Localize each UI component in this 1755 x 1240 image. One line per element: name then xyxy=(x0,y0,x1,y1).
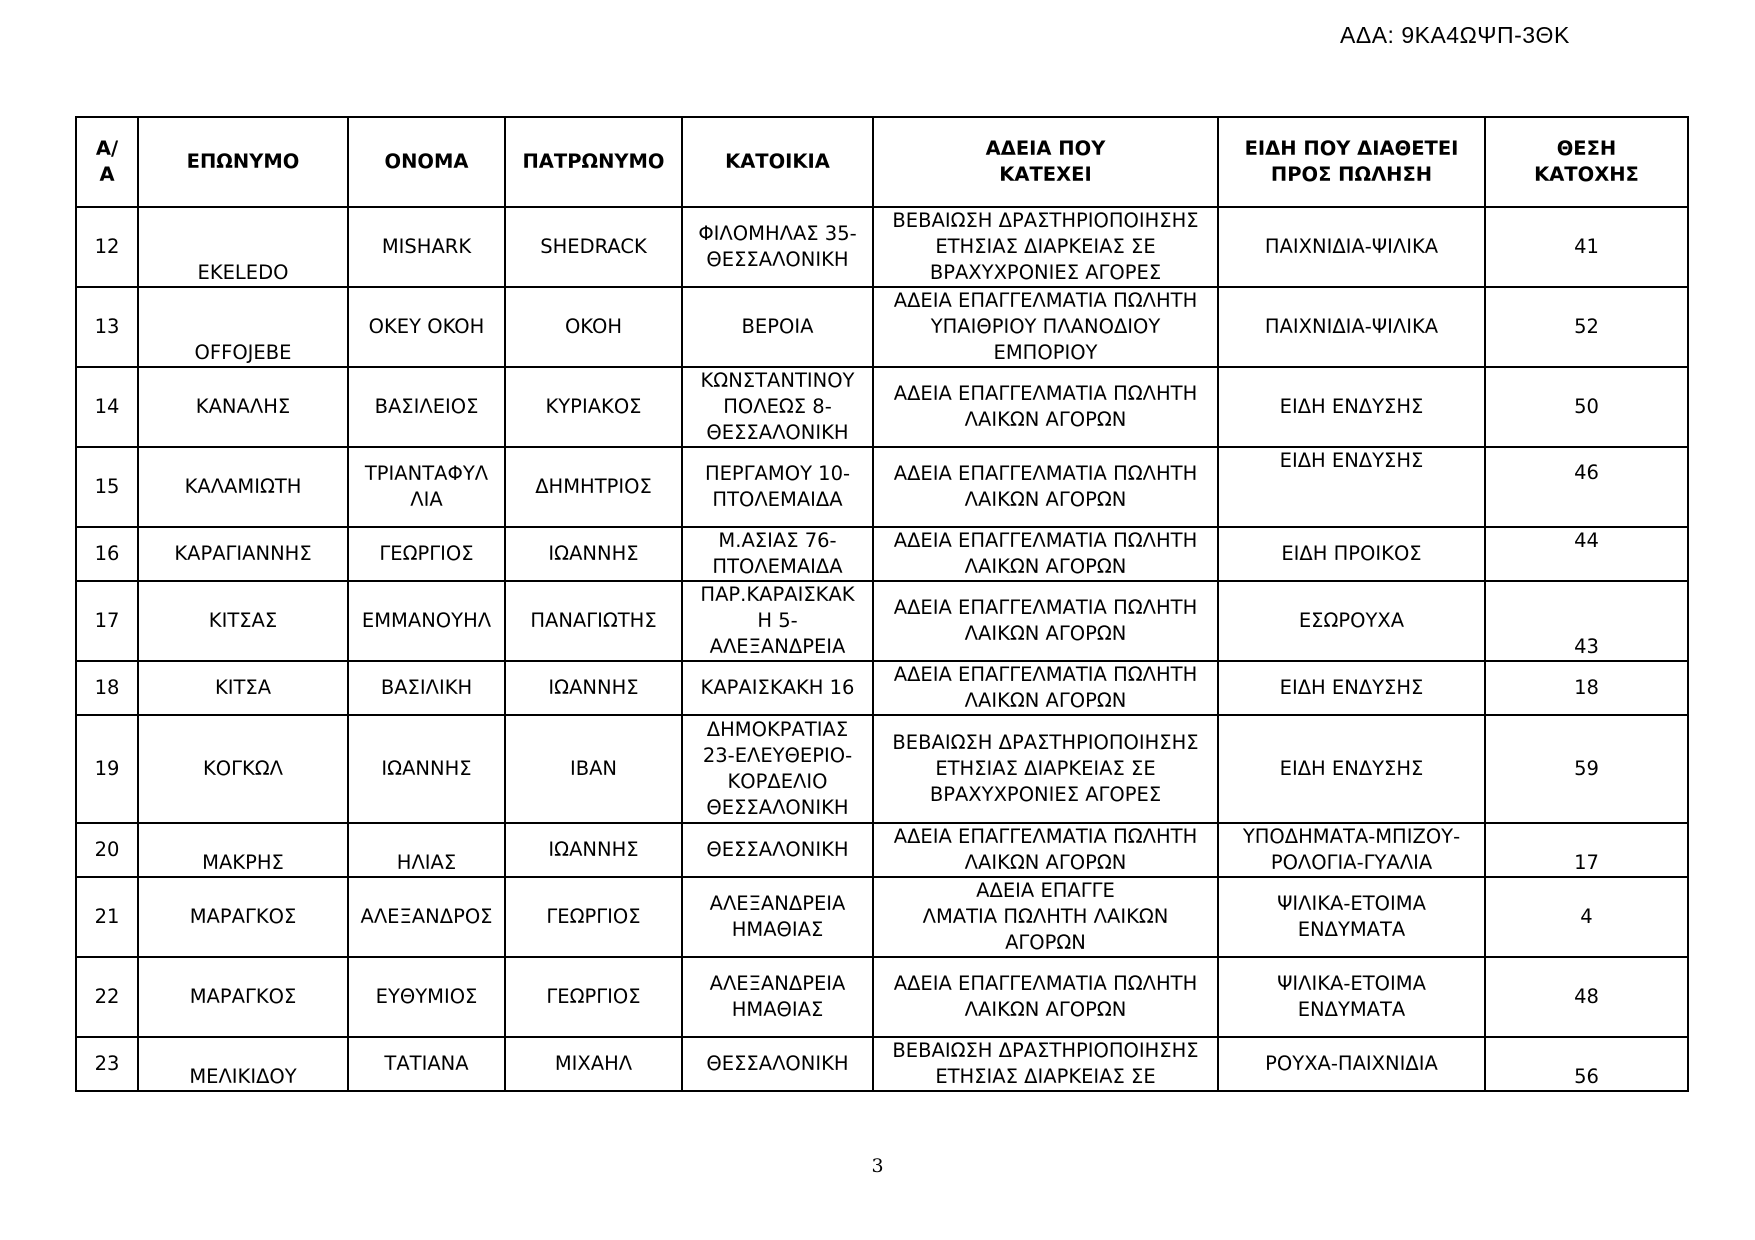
cell-goods xyxy=(1218,661,1485,715)
cell-position: 44 xyxy=(1485,527,1688,581)
cell-line: ΛΑΙΚΩΝ ΑΓΟΡΩΝ xyxy=(964,408,1127,431)
cell-line: ΑΛΕΞΑΝΔΡΕΙΑ xyxy=(709,635,846,658)
cell-line: ΒΕΒΑΙΩΣΗ ΔΡΑΣΤΗΡΙΟΠΟΙΗΣΗΣ xyxy=(892,731,1199,754)
cell-goods xyxy=(1218,367,1485,447)
cell-line: ΕΙΔΗ ΕΝΔΥΣΗΣ xyxy=(1279,449,1424,472)
table-row xyxy=(76,527,1688,581)
cell-position: 52 xyxy=(1485,287,1688,367)
cell-aa: 21 xyxy=(76,877,138,957)
cell-name: ΕΥΘΥΜΙΟΣ xyxy=(348,957,505,1037)
cell-line: ΠΤΟΛΕΜΑΙΔΑ xyxy=(712,555,843,578)
cell-aa: 16 xyxy=(76,527,138,581)
cell-name: ΗΛΙΑΣ xyxy=(348,823,505,877)
cell-surname: ΚΙΤΣΑΣ xyxy=(138,581,348,661)
cell-line: ΑΔΕΙΑ ΕΠΑΓΓΕΛΜΑΤΙΑ ΠΩΛΗΤΗ xyxy=(893,462,1198,485)
cell-position: 48 xyxy=(1485,957,1688,1037)
cell-goods xyxy=(1218,447,1485,527)
cell-line: ΒΕΒΑΙΩΣΗ ΔΡΑΣΤΗΡΙΟΠΟΙΗΣΗΣ xyxy=(892,209,1199,232)
cell-line: ΠΕΡΓΑΜΟΥ 10- xyxy=(704,462,851,485)
cell-surname: ΜΑΡΑΓΚΟΣ xyxy=(138,957,348,1037)
cell-line: Μ.ΑΣΙΑΣ 76- xyxy=(718,529,837,552)
cell-line: ΛΑΙΚΩΝ ΑΓΟΡΩΝ xyxy=(964,555,1127,578)
cell-line: ΑΔΕΙΑ ΕΠΑΓΓΕΛΜΑΤΙΑ ΠΩΛΗΤΗ xyxy=(893,382,1198,405)
table-row xyxy=(76,1037,1688,1091)
cell-patronymic: SHEDRACK xyxy=(505,207,682,287)
cell-line: ΨΙΛΙΚΑ-ΕΤΟΙΜΑ xyxy=(1277,972,1426,995)
cell-line: ΑΔΕΙΑ ΕΠΑΓΓΕΛΜΑΤΙΑ ΠΩΛΗΤΗ xyxy=(893,289,1198,312)
cell-surname: ΜΕΛΙΚΙΔΟΥ xyxy=(138,1037,348,1091)
cell-line: ΕΤΗΣΙΑΣ ΔΙΑΡΚΕΙΑΣ ΣΕ xyxy=(935,235,1156,258)
cell-line: ΡΟΥΧΑ-ΠΑΙΧΝΙΔΙΑ xyxy=(1265,1052,1438,1075)
cell-aa: 22 xyxy=(76,957,138,1037)
cell-aa: 18 xyxy=(76,661,138,715)
document-code: ΑΔΑ: 9ΚΑ4ΩΨΠ-3ΘΚ xyxy=(1340,22,1570,48)
cell-name: ΒΑΣΙΛΙΚΗ xyxy=(348,661,505,715)
header-surname: ΕΠΩΝΥΜΟ xyxy=(138,117,348,207)
cell-line: ΕΙΔΗ ΕΝΔΥΣΗΣ xyxy=(1279,676,1424,699)
cell-patronymic: ΙΩΑΝΝΗΣ xyxy=(505,823,682,877)
cell-name xyxy=(348,447,505,527)
cell-line: ΠΤΟΛΕΜΑΙΔΑ xyxy=(712,488,843,511)
cell-line: ΠΑΙΧΝΙΔΙΑ-ΨΙΛΙΚΑ xyxy=(1264,315,1439,338)
cell-patronymic: ΙΩΑΝΝΗΣ xyxy=(505,661,682,715)
cell-line: ΒΡΑΧΥΧΡΟΝΙΕΣ ΑΓΟΡΕΣ xyxy=(929,261,1162,284)
cell-position: 41 xyxy=(1485,207,1688,287)
cell-line: ΛΑΙΚΩΝ ΑΓΟΡΩΝ xyxy=(964,488,1127,511)
cell-line: ΘΕΣΣΑΛΟΝΙΚΗ xyxy=(706,248,849,271)
cell-line: ΡΟΛΟΓΙΑ-ΓΥΑΛΙΑ xyxy=(1270,851,1433,874)
cell-line: ΦΙΛΟΜΗΛΑΣ 35- xyxy=(698,222,857,245)
cell-surname: ΜΑΡΑΓΚΟΣ xyxy=(138,877,348,957)
table-row xyxy=(76,823,1688,877)
cell-line: ΠΑΙΧΝΙΔΙΑ-ΨΙΛΙΚΑ xyxy=(1264,235,1439,258)
cell-line: ΥΠΑΙΘΡΙΟΥ ΠΛΑΝΟΔΙΟΥ xyxy=(930,315,1161,338)
cell-line: ΘΕΣΣΑΛΟΝΙΚΗ xyxy=(706,838,849,861)
cell-line: ΑΔΕΙΑ ΕΠΑΓΓΕΛΜΑΤΙΑ ΠΩΛΗΤΗ xyxy=(893,529,1198,552)
cell-aa: 13 xyxy=(76,287,138,367)
cell-line: ΒΕΡΟΙΑ xyxy=(741,315,814,338)
table-row xyxy=(76,957,1688,1037)
cell-patronymic: ΓΕΩΡΓΙΟΣ xyxy=(505,877,682,957)
cell-residence xyxy=(682,447,873,527)
cell-surname: EKELEDO xyxy=(138,207,348,287)
cell-patronymic: ΓΕΩΡΓΙΟΣ xyxy=(505,957,682,1037)
cell-license xyxy=(873,823,1218,877)
cell-line: ΑΛΕΞΑΝΔΡΕΙΑ xyxy=(709,972,846,995)
table-header-row xyxy=(76,117,1688,207)
cell-line: ΛΑΙΚΩΝ ΑΓΟΡΩΝ xyxy=(964,622,1127,645)
cell-surname: ΚΙΤΣΑ xyxy=(138,661,348,715)
cell-goods xyxy=(1218,527,1485,581)
table-row xyxy=(76,877,1688,957)
cell-line: ΚΟΡΔΕΛΙΟ xyxy=(727,770,828,793)
cell-license xyxy=(873,877,1218,957)
cell-line: ΑΔΕΙΑ ΕΠΑΓΓΕΛΜΑΤΙΑ ΠΩΛΗΤΗ xyxy=(893,825,1198,848)
cell-line: ΚΩΝΣΤΑΝΤΙΝΟΥ xyxy=(700,369,855,392)
cell-line: ΘΕΣΣΑΛΟΝΙΚΗ xyxy=(706,1052,849,1075)
cell-line: ΕΤΗΣΙΑΣ ΔΙΑΡΚΕΙΑΣ ΣΕ xyxy=(935,1065,1156,1088)
cell-residence xyxy=(682,287,873,367)
cell-line: ΛΑΙΚΩΝ ΑΓΟΡΩΝ xyxy=(964,998,1127,1021)
cell-line: ΒΡΑΧΥΧΡΟΝΙΕΣ ΑΓΟΡΕΣ xyxy=(929,783,1162,806)
cell-line: ΕΙΔΗ ΠΡΟΙΚΟΣ xyxy=(1281,542,1422,565)
cell-license xyxy=(873,957,1218,1037)
cell-line: ΛΜΑΤΙΑ ΠΩΛΗΤΗ ΛΑΙΚΩΝ xyxy=(922,905,1169,928)
cell-residence xyxy=(682,957,873,1037)
header-aa: Α/ Α xyxy=(76,117,138,207)
cell-line: ΕΝΔΥΜΑΤΑ xyxy=(1297,918,1406,941)
table-row xyxy=(76,287,1688,367)
cell-patronymic: OKOH xyxy=(505,287,682,367)
table-row xyxy=(76,661,1688,715)
cell-goods xyxy=(1218,1037,1485,1091)
cell-patronymic: ΙΒΑΝ xyxy=(505,715,682,823)
cell-surname: ΚΟΓΚΩΛ xyxy=(138,715,348,823)
cell-residence xyxy=(682,527,873,581)
cell-patronymic: ΚΥΡΙΑΚΟΣ xyxy=(505,367,682,447)
table-row xyxy=(76,581,1688,661)
cell-line: ΨΙΛΙΚΑ-ΕΤΟΙΜΑ xyxy=(1277,892,1426,915)
cell-line: Η 5- xyxy=(757,609,798,632)
cell-name: ΕΜΜΑΝΟΥΗΛ xyxy=(348,581,505,661)
cell-position: 50 xyxy=(1485,367,1688,447)
cell-line: ΤΡΙΑΝΤΑΦΥΛ xyxy=(364,462,489,485)
cell-license xyxy=(873,287,1218,367)
cell-position: 46 xyxy=(1485,447,1688,527)
cell-line: ΑΔΕΙΑ ΕΠΑΓΓΕ xyxy=(976,879,1115,902)
cell-name: ΑΛΕΞΑΝΔΡΟΣ xyxy=(348,877,505,957)
cell-surname: ΚΑΛΑΜΙΩΤΗ xyxy=(138,447,348,527)
cell-line: ΒΕΒΑΙΩΣΗ ΔΡΑΣΤΗΡΙΟΠΟΙΗΣΗΣ xyxy=(892,1039,1199,1062)
cell-aa: 17 xyxy=(76,581,138,661)
cell-line: ΚΑΡΑΙΣΚΑΚΗ 16 xyxy=(700,676,855,699)
header-patronymic: ΠΑΤΡΩΝΥΜΟ xyxy=(505,117,682,207)
cell-line: ΘΕΣΣΑΛΟΝΙΚΗ xyxy=(706,796,849,819)
cell-license xyxy=(873,715,1218,823)
cell-residence xyxy=(682,877,873,957)
cell-goods xyxy=(1218,715,1485,823)
cell-line: ΕΙΔΗ ΕΝΔΥΣΗΣ xyxy=(1279,395,1424,418)
cell-surname: ΚΑΡΑΓΙΑΝΝΗΣ xyxy=(138,527,348,581)
cell-aa: 19 xyxy=(76,715,138,823)
cell-line: ΑΛΕΞΑΝΔΡΕΙΑ xyxy=(709,892,846,915)
page-number: 3 xyxy=(871,1155,884,1177)
cell-residence xyxy=(682,207,873,287)
cell-patronymic: ΠΑΝΑΓΙΩΤΗΣ xyxy=(505,581,682,661)
cell-license xyxy=(873,367,1218,447)
cell-residence xyxy=(682,581,873,661)
cell-name: ΤΑΤΙΑΝΑ xyxy=(348,1037,505,1091)
cell-goods xyxy=(1218,877,1485,957)
header-residence: ΚΑΤΟΙΚΙΑ xyxy=(682,117,873,207)
cell-license xyxy=(873,207,1218,287)
cell-goods xyxy=(1218,823,1485,877)
cell-aa: 20 xyxy=(76,823,138,877)
vendor-table xyxy=(75,116,1689,1092)
cell-line: ΕΜΠΟΡΙΟΥ xyxy=(993,341,1098,364)
table-row xyxy=(76,367,1688,447)
cell-position: 43 xyxy=(1485,581,1688,661)
cell-name: ΙΩΑΝΝΗΣ xyxy=(348,715,505,823)
cell-line: ΑΔΕΙΑ ΕΠΑΓΓΕΛΜΑΤΙΑ ΠΩΛΗΤΗ xyxy=(893,596,1198,619)
cell-license xyxy=(873,527,1218,581)
cell-line: ΗΜΑΘΙΑΣ xyxy=(731,918,824,941)
cell-goods xyxy=(1218,957,1485,1037)
cell-line: ΕΝΔΥΜΑΤΑ xyxy=(1297,998,1406,1021)
cell-name: ΓΕΩΡΓΙΟΣ xyxy=(348,527,505,581)
cell-line: ΠΟΛΕΩΣ 8- xyxy=(723,395,832,418)
cell-license xyxy=(873,1037,1218,1091)
cell-line: ΔΗΜΟΚΡΑΤΙΑΣ xyxy=(706,718,849,741)
cell-position: 56 xyxy=(1485,1037,1688,1091)
cell-aa: 14 xyxy=(76,367,138,447)
cell-aa: 15 xyxy=(76,447,138,527)
cell-line: ΕΣΩΡΟΥΧΑ xyxy=(1298,609,1405,632)
header-name: ΟΝΟΜΑ xyxy=(348,117,505,207)
cell-license xyxy=(873,581,1218,661)
cell-surname: ΜΑΚΡΗΣ xyxy=(138,823,348,877)
cell-license xyxy=(873,661,1218,715)
table-row xyxy=(76,207,1688,287)
table-body xyxy=(76,207,1688,1091)
cell-position: 18 xyxy=(1485,661,1688,715)
cell-patronymic: ΙΩΑΝΝΗΣ xyxy=(505,527,682,581)
cell-line: ΑΔΕΙΑ ΕΠΑΓΓΕΛΜΑΤΙΑ ΠΩΛΗΤΗ xyxy=(893,663,1198,686)
cell-residence xyxy=(682,823,873,877)
cell-residence xyxy=(682,1037,873,1091)
cell-line: ΠΑΡ.ΚΑΡΑΙΣΚΑΚ xyxy=(700,583,855,606)
table-row xyxy=(76,715,1688,823)
header-position: ΘΕΣΗ ΚΑΤΟΧΗΣ xyxy=(1485,117,1688,207)
cell-line: ΑΓΟΡΩΝ xyxy=(1005,931,1086,954)
header-license: ΑΔΕΙΑ ΠΟΥ ΚΑΤΕΧΕΙ xyxy=(873,117,1218,207)
table-row xyxy=(76,447,1688,527)
cell-position: 17 xyxy=(1485,823,1688,877)
cell-name: MISHARK xyxy=(348,207,505,287)
cell-license xyxy=(873,447,1218,527)
cell-goods xyxy=(1218,207,1485,287)
cell-aa: 23 xyxy=(76,1037,138,1091)
cell-name: OKEY OKOH xyxy=(348,287,505,367)
cell-line: ΥΠΟΔΗΜΑΤΑ-ΜΠΙΖΟΥ- xyxy=(1242,825,1461,848)
cell-position: 4 xyxy=(1485,877,1688,957)
cell-patronymic: ΔΗΜΗΤΡΙΟΣ xyxy=(505,447,682,527)
cell-line: ΛΑΙΚΩΝ ΑΓΟΡΩΝ xyxy=(964,851,1127,874)
cell-line: ΛΙΑ xyxy=(410,488,443,511)
cell-residence xyxy=(682,661,873,715)
cell-residence xyxy=(682,367,873,447)
cell-line: ΗΜΑΘΙΑΣ xyxy=(731,998,824,1021)
header-goods: ΕΙΔΗ ΠΟΥ ΔΙΑΘΕΤΕΙ ΠΡΟΣ ΠΩΛΗΣΗ xyxy=(1218,117,1485,207)
cell-line: ΛΑΙΚΩΝ ΑΓΟΡΩΝ xyxy=(964,689,1127,712)
cell-surname: ΚΑΝΑΛΗΣ xyxy=(138,367,348,447)
cell-goods xyxy=(1218,581,1485,661)
cell-name: ΒΑΣΙΛΕΙΟΣ xyxy=(348,367,505,447)
cell-position: 59 xyxy=(1485,715,1688,823)
cell-aa: 12 xyxy=(76,207,138,287)
cell-patronymic: ΜΙΧΑΗΛ xyxy=(505,1037,682,1091)
cell-surname: OFFOJEBE xyxy=(138,287,348,367)
cell-residence xyxy=(682,715,873,823)
cell-line: ΘΕΣΣΑΛΟΝΙΚΗ xyxy=(706,421,849,444)
cell-line: ΕΙΔΗ ΕΝΔΥΣΗΣ xyxy=(1279,757,1424,780)
cell-line: ΑΔΕΙΑ ΕΠΑΓΓΕΛΜΑΤΙΑ ΠΩΛΗΤΗ xyxy=(893,972,1198,995)
cell-goods xyxy=(1218,287,1485,367)
cell-line: ΕΤΗΣΙΑΣ ΔΙΑΡΚΕΙΑΣ ΣΕ xyxy=(935,757,1156,780)
cell-line: 23-ΕΛΕΥΘΕΡΙΟ- xyxy=(702,744,853,767)
